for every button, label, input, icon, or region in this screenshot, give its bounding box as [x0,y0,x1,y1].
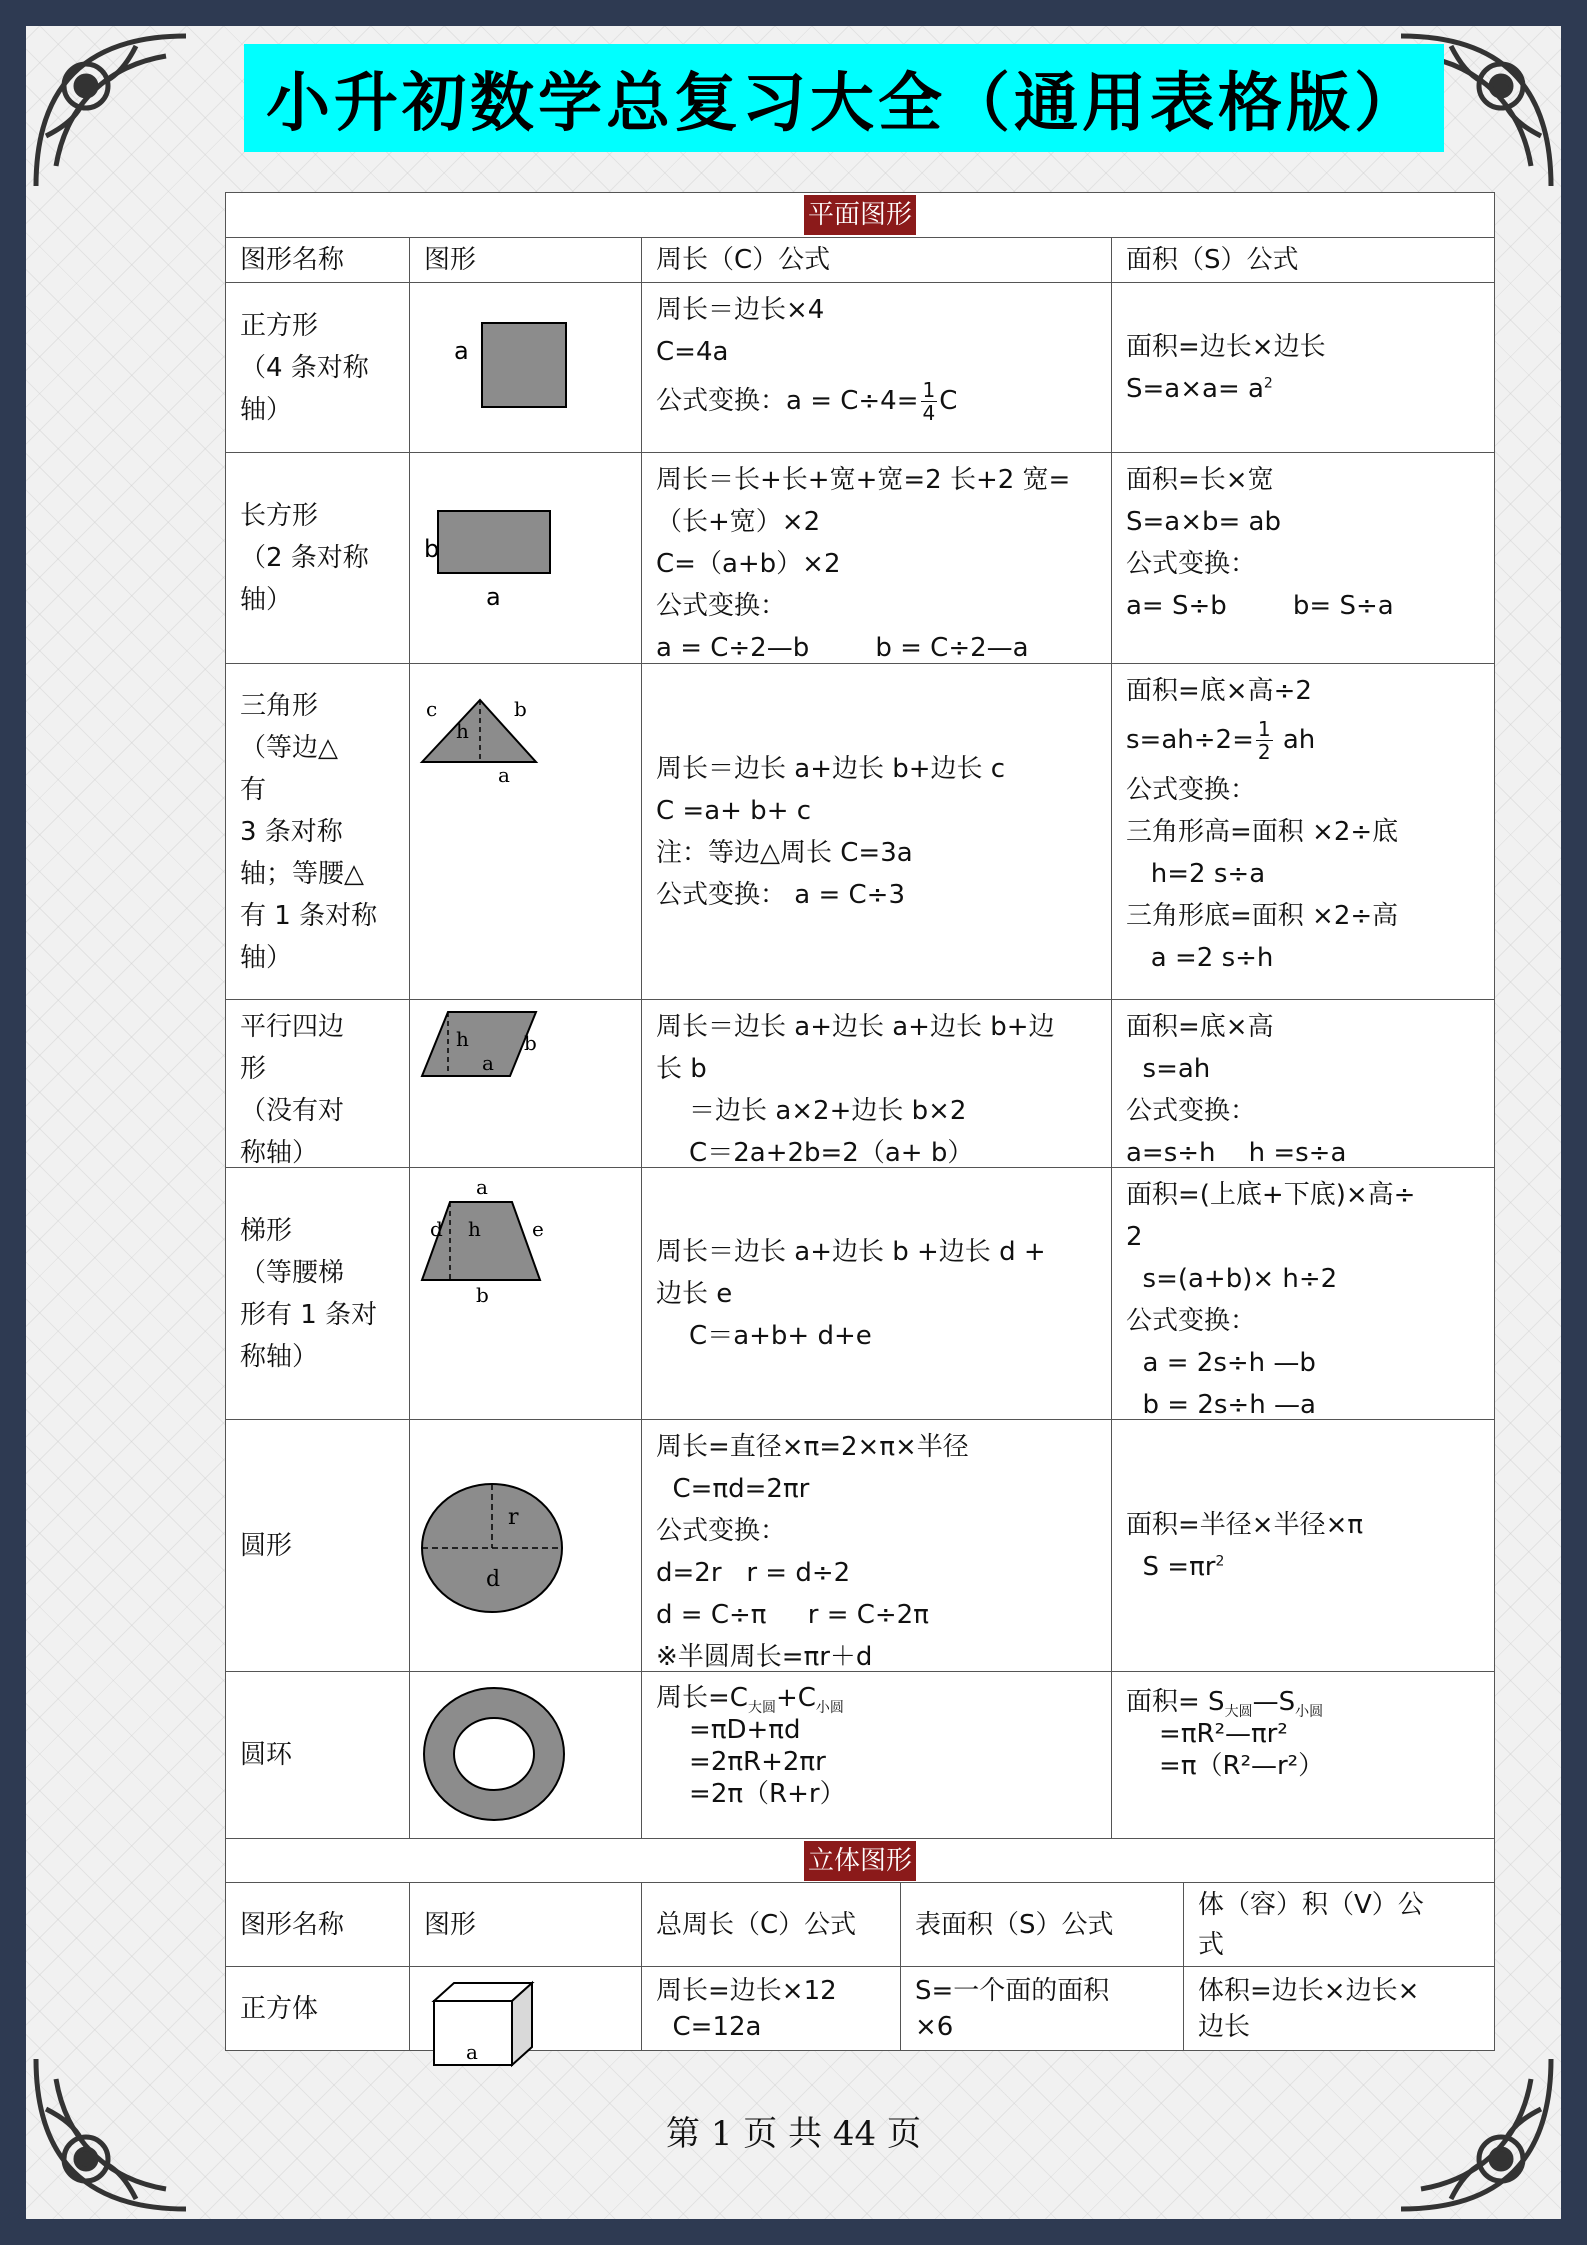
formula-text: 公式变换：a = C÷4= [656,386,919,416]
table-row [226,1671,1494,1838]
shape-name: 正方形 （4 条对称 轴） [240,310,369,425]
formula-line: 公式变换： [656,591,787,621]
figure-label: a [498,763,510,787]
formula-line: 面积=半径×半径×π [1126,1509,1364,1540]
subscript: 小圆 [1295,1704,1324,1721]
figure-label: h [468,1217,481,1241]
figure-label: d [430,1217,443,1241]
formula-line [1126,368,1480,410]
formula-line: =2π（R+r） [656,1779,846,1809]
figure-label: b [476,1283,489,1307]
formula-line: 周长＝边长 a+边长 b +边长 d + [656,1236,1046,1267]
shape-name: 正方体 [240,1993,319,2024]
formula-line: =πD+πd [656,1715,801,1745]
square-shape [482,323,566,407]
formula-line: 面积=边长×边长 [1126,331,1326,362]
fraction-denominator: 4 [922,401,936,425]
formula-line: s=(a+b)× h÷2 [1126,1264,1338,1294]
formula-line: b = 2s÷h —a [1126,1390,1316,1419]
perimeter-cell [641,1672,1111,1838]
figure-label: h [456,719,469,743]
shape-name-cell [226,1672,409,1838]
section-label: 立体图形 [804,1841,916,1881]
section-header-plane [226,193,1494,237]
formula-line: ＝边长 a×2+边长 b×2 [656,1096,967,1126]
page-number: 第 1 页 共 44 页 [666,2114,921,2154]
figure-label: d [486,1567,501,1592]
formula-line: 公式变换： [1126,775,1257,805]
formula-line: a = C÷2—b b = C÷2—a [656,633,1029,663]
area-cell [1111,1672,1494,1838]
figure-cell [409,453,641,663]
formula-line: S=一个面的面积 [915,1976,1110,2006]
shape-name: 圆环 [240,1740,293,1770]
formula-line: 面积=长×宽 [1126,465,1274,495]
formula-line: 公式变换： [1126,1096,1257,1126]
formula-line: 周长＝边长 a+边长 a+边长 b+边 [656,1012,1055,1042]
rectangle-figure [410,453,641,663]
formula-line: d = C÷π r = C÷2π [656,1600,929,1630]
perimeter-cell [641,283,1111,452]
table-row [226,1167,1494,1419]
formula-line: 三角形底=面积 ×2÷高 [1126,901,1399,931]
area-cell [1111,1420,1494,1671]
document-page [26,26,1561,2219]
subscript: 大圆 [747,1700,776,1717]
formula-line: a =2 s÷h [1126,943,1274,973]
shape-name-cell [226,453,409,663]
header-cell: 面积（S）公式 [1111,238,1494,282]
cube-figure [410,1967,642,2067]
figure-label: h [456,1027,469,1051]
formula-line: 周长＝边长 a+边长 b+边长 c [656,753,1006,784]
trapezoid-figure [410,1168,641,1419]
header-cell: 图形 [409,1883,641,1966]
shape-name-cell [226,1967,409,2050]
square-figure [410,283,641,452]
page-title: 小升初数学总复习大全（通用表格版） [266,66,1422,141]
perimeter-cell [641,1967,900,2050]
subscript: 大圆 [1224,1704,1253,1721]
perimeter-cell [641,664,1111,999]
formula-line: 公式变换： [1126,549,1257,579]
figure-label: a [486,583,501,611]
figure-label: b [524,1031,537,1055]
formula-line: ×6 [915,2012,954,2042]
formula-text: —S [1252,1687,1296,1717]
formula-text: 周长=C [656,1683,748,1713]
header-cell: 图形 [409,238,641,282]
formula-line: S=a×b= ab [1126,507,1281,537]
subscript: 小圆 [815,1700,844,1717]
formula-line: C =a+ b+ c [656,795,812,826]
fraction-denominator: 2 [1257,740,1271,764]
shape-name: 长方形 （2 条对称 轴） [240,501,369,615]
table-row [226,282,1494,452]
area-cell [1111,664,1494,999]
formula-line: C=πd=2πr [656,1474,810,1504]
formula-line: 公式变换： a = C÷3 [656,879,905,910]
figure-label: c [426,697,438,721]
ornament-corner-icon [26,26,196,196]
formula-line: （长+宽）×2 [656,507,821,537]
header-cell: 表面积（S）公式 [900,1883,1183,1966]
figure-cell [409,1168,641,1419]
formula-line: =πR²—πr² [1126,1719,1288,1749]
superscript: 2 [1215,1552,1225,1569]
formula-line: C＝2a+2b=2（a+ b） [656,1138,974,1167]
section-header-solid [226,1838,1494,1882]
formula-line: a = 2s÷h —b [1126,1348,1316,1378]
formula-line: 面积=底×高÷2 [1126,676,1312,706]
formula-line: a=s÷h h =s÷a [1126,1138,1347,1167]
title-banner [244,44,1444,152]
figure-label: b [424,535,440,563]
formula-text: 面积= S [1126,1687,1225,1717]
formula-line: 公式变换： [1126,1306,1257,1336]
circle-figure [410,1420,641,1671]
formula-line: 三角形高=面积 ×2÷底 [1126,817,1399,847]
formula-line: d=2r r = d÷2 [656,1558,851,1588]
figure-cell [409,1000,641,1167]
formula-line: C=4a [656,337,729,367]
table-row [226,1966,1494,2064]
figure-label: a [466,2040,478,2064]
table-row [226,452,1494,663]
shape-name-cell [226,283,409,452]
header-cell: 周长（C）公式 [641,238,1111,282]
fraction-numerator: 1 [922,378,936,402]
perimeter-cell [641,1420,1111,1671]
fraction-numerator: 1 [1257,717,1271,741]
area-cell [1111,1168,1494,1419]
formula-line: 公式变换： [656,1516,787,1546]
formula-line [1126,1546,1480,1588]
perimeter-cell [641,1168,1111,1419]
table-row [226,999,1494,1167]
shape-name-cell [226,664,409,999]
perimeter-cell [641,453,1111,663]
figure-label: r [508,1505,519,1530]
figure-label: e [532,1217,544,1241]
figure-cell [409,1672,641,1838]
formula-line: =π（R²—r²） [1126,1751,1325,1781]
header-cell: 体（容）积（V）公 式 [1183,1883,1494,1966]
figure-cell [409,664,641,999]
figure-label: a [454,337,469,365]
formula-line: ※半圆周长=πr＋d [656,1642,873,1671]
formula-line: 周长=直径×π=2×π×半径 [656,1432,969,1462]
formula-text: S=a×a= a [1126,373,1264,404]
formula-line [1126,1686,1480,1721]
header-cell: 图形名称 [240,1909,345,1940]
formula-line: C=（a+b）×2 [656,549,841,579]
figure-cell [409,1420,641,1671]
shape-name: 梯形 （等腰梯 形有 1 条对 称轴） [240,1215,378,1372]
table-header-row [226,1882,1494,1966]
formula-line: s=ah [1126,1054,1211,1084]
figure-label: a [482,1051,494,1075]
shape-name-cell [226,1168,409,1419]
trapezoid-shape [422,1202,540,1280]
formula-table [225,192,1495,2064]
superscript: 2 [1263,374,1273,391]
formula-line: C＝a+b+ d+e [656,1320,872,1351]
ring-figure [410,1672,641,1838]
table-header-row [226,237,1494,282]
parallelogram-figure [410,1000,641,1167]
fraction [921,379,938,424]
triangle-figure [410,664,641,999]
formula-line: 周长=边长×12 [656,1976,837,2006]
shape-name: 平行四边 形 （没有对 称轴） [240,1012,345,1167]
formula-text: ah [1274,725,1316,755]
shape-name-cell [226,1420,409,1671]
formula-text: C [939,386,958,416]
formula-line [1126,718,1480,763]
figure-cell [409,1967,641,2064]
perimeter-cell [641,1000,1111,1167]
table-row [226,663,1494,999]
formula-line [656,379,1097,424]
shape-name-cell [226,1000,409,1167]
header-cell: 总周长（C）公式 [641,1883,900,1966]
formula-line: 周长＝边长×4 [656,295,825,325]
table-row [226,1419,1494,1671]
formula-line: 面积=底×高 [1126,1012,1274,1042]
area-cell [1111,1000,1494,1167]
figure-cell [409,283,641,452]
formula-text: s=ah÷2= [1126,725,1254,755]
volume-cell [1183,1967,1494,2050]
formula-line: 边长 [1198,2012,1251,2042]
formula-line: 长 b [656,1054,707,1084]
figure-label: a [476,1175,488,1199]
formula-line: 面积=(上底+下底)×高÷ [1126,1180,1416,1210]
parallelogram-shape [422,1012,536,1076]
header-cell: 图形名称 [240,245,345,275]
rectangle-shape [438,511,550,573]
formula-line: 注：等边△周长 C=3a [656,837,913,868]
section-label: 平面图形 [804,195,916,235]
formula-line: h=2 s÷a [1126,859,1266,889]
fraction [1256,718,1273,763]
area-cell [1111,453,1494,663]
formula-line: =2πR+2πr [656,1747,826,1777]
formula-text: +C [775,1683,816,1713]
formula-line: 体积=边长×边长× [1198,1976,1420,2006]
area-cell [1111,283,1494,452]
formula-line: 周长＝长+长+宽+宽=2 长+2 宽= [656,465,1071,495]
figure-label: b [514,697,527,721]
formula-line [656,1682,1097,1717]
ring-inner-shape [454,1718,534,1790]
formula-line: a= S÷b b= S÷a [1126,591,1394,621]
formula-text: S =πr [1126,1551,1216,1582]
formula-line: 2 [1126,1222,1143,1252]
formula-line: 边长 e [656,1278,733,1309]
shape-name: 三角形 （等边△ 有 3 条对称 轴；等腰△ 有 1 条对称 轴） [240,690,378,973]
shape-name: 圆形 [240,1530,293,1561]
formula-line: C=12a [656,2012,762,2042]
surface-area-cell [900,1967,1183,2050]
